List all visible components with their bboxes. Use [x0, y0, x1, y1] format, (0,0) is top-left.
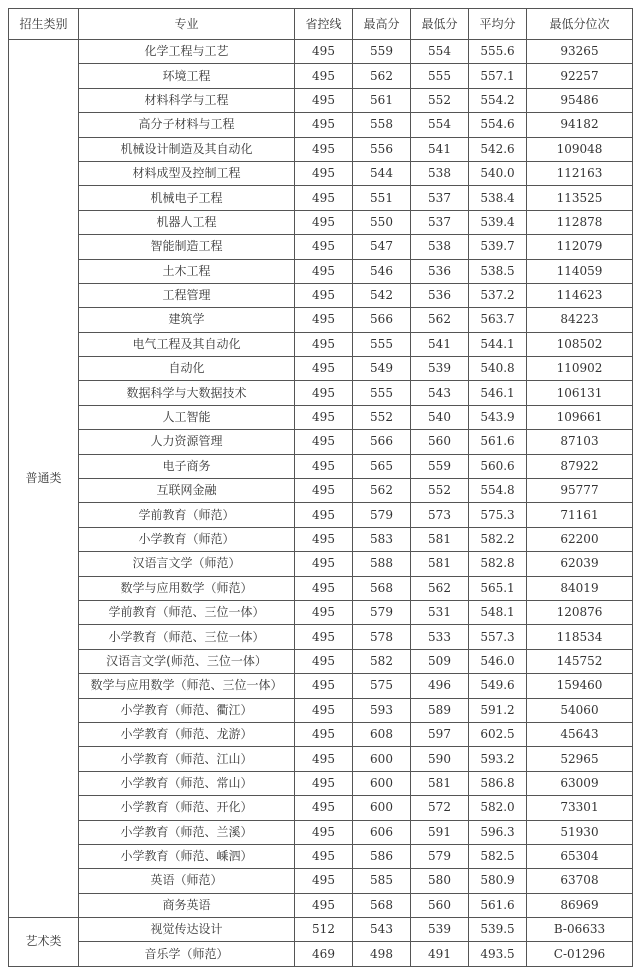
min-score-cell: 579 [411, 844, 469, 868]
table-row [9, 942, 633, 966]
min-rank-cell: 95486 [527, 88, 633, 112]
table-row [9, 137, 633, 161]
major-cell: 化学工程与工艺 [79, 40, 295, 64]
min-rank-cell: 87103 [527, 430, 633, 454]
max-score-cell: 566 [353, 430, 411, 454]
table-row [9, 649, 633, 673]
avg-score-cell: 542.6 [469, 137, 527, 161]
avg-score-cell: 540.8 [469, 357, 527, 381]
avg-score-cell: 539.4 [469, 210, 527, 234]
avg-score-cell: 580.9 [469, 869, 527, 893]
max-score-cell: 586 [353, 844, 411, 868]
header-min-score: 最低分 [411, 9, 469, 40]
avg-score-cell: 557.3 [469, 625, 527, 649]
provincial-line-cell: 495 [295, 869, 353, 893]
min-rank-cell: 108502 [527, 332, 633, 356]
avg-score-cell: 582.8 [469, 552, 527, 576]
provincial-line-cell: 495 [295, 454, 353, 478]
provincial-line-cell: 495 [295, 332, 353, 356]
avg-score-cell: 593.2 [469, 747, 527, 771]
avg-score-cell: 565.1 [469, 576, 527, 600]
table-row [9, 625, 633, 649]
min-rank-cell: 118534 [527, 625, 633, 649]
avg-score-cell: 561.6 [469, 430, 527, 454]
min-rank-cell: 120876 [527, 600, 633, 624]
major-cell: 环境工程 [79, 64, 295, 88]
table-row [9, 747, 633, 771]
min-rank-cell: 109661 [527, 405, 633, 429]
max-score-cell: 550 [353, 210, 411, 234]
min-score-cell: 541 [411, 332, 469, 356]
avg-score-cell: 557.1 [469, 64, 527, 88]
avg-score-cell: 546.0 [469, 649, 527, 673]
max-score-cell: 585 [353, 869, 411, 893]
max-score-cell: 568 [353, 893, 411, 917]
provincial-line-cell: 495 [295, 430, 353, 454]
major-cell: 商务英语 [79, 893, 295, 917]
category-cell: 艺术类 [9, 918, 79, 967]
min-rank-cell: C-01296 [527, 942, 633, 966]
max-score-cell: 546 [353, 259, 411, 283]
min-rank-cell: 51930 [527, 820, 633, 844]
max-score-cell: 566 [353, 308, 411, 332]
avg-score-cell: 539.7 [469, 235, 527, 259]
avg-score-cell: 602.5 [469, 722, 527, 746]
avg-score-cell: 538.4 [469, 186, 527, 210]
avg-score-cell: 582.2 [469, 527, 527, 551]
major-cell: 学前教育（师范） [79, 503, 295, 527]
min-score-cell: 581 [411, 527, 469, 551]
provincial-line-cell: 495 [295, 161, 353, 185]
table-row [9, 40, 633, 64]
provincial-line-cell: 512 [295, 918, 353, 942]
table-body [9, 40, 633, 967]
major-cell: 材料科学与工程 [79, 88, 295, 112]
max-score-cell: 542 [353, 283, 411, 307]
max-score-cell: 600 [353, 771, 411, 795]
header-row [9, 9, 633, 40]
provincial-line-cell: 495 [295, 820, 353, 844]
provincial-line-cell: 495 [295, 771, 353, 795]
major-cell: 工程管理 [79, 283, 295, 307]
provincial-line-cell: 495 [295, 235, 353, 259]
max-score-cell: 561 [353, 88, 411, 112]
min-rank-cell: 95777 [527, 479, 633, 503]
min-rank-cell: 145752 [527, 649, 633, 673]
provincial-line-cell: 495 [295, 357, 353, 381]
min-rank-cell: 113525 [527, 186, 633, 210]
max-score-cell: 600 [353, 796, 411, 820]
max-score-cell: 565 [353, 454, 411, 478]
max-score-cell: 568 [353, 576, 411, 600]
header-major: 专业 [79, 9, 295, 40]
min-rank-cell: 109048 [527, 137, 633, 161]
min-rank-cell: 62200 [527, 527, 633, 551]
max-score-cell: 600 [353, 747, 411, 771]
major-cell: 小学教育（师范、衢江） [79, 698, 295, 722]
min-rank-cell: 94182 [527, 113, 633, 137]
min-rank-cell: 112878 [527, 210, 633, 234]
max-score-cell: 544 [353, 161, 411, 185]
provincial-line-cell: 495 [295, 576, 353, 600]
provincial-line-cell: 495 [295, 113, 353, 137]
major-cell: 机械电子工程 [79, 186, 295, 210]
provincial-line-cell: 495 [295, 259, 353, 283]
table-row [9, 332, 633, 356]
major-cell: 学前教育（师范、三位一体） [79, 600, 295, 624]
major-cell: 小学教育（师范、嵊泗） [79, 844, 295, 868]
min-score-cell: 580 [411, 869, 469, 893]
avg-score-cell: 555.6 [469, 40, 527, 64]
avg-score-cell: 549.6 [469, 674, 527, 698]
major-cell: 小学教育（师范、开化） [79, 796, 295, 820]
major-cell: 机械设计制造及其自动化 [79, 137, 295, 161]
max-score-cell: 593 [353, 698, 411, 722]
table-row [9, 235, 633, 259]
provincial-line-cell: 495 [295, 600, 353, 624]
min-rank-cell: 65304 [527, 844, 633, 868]
min-rank-cell: 52965 [527, 747, 633, 771]
table-row [9, 722, 633, 746]
min-score-cell: 541 [411, 137, 469, 161]
max-score-cell: 555 [353, 332, 411, 356]
min-rank-cell: 112079 [527, 235, 633, 259]
avg-score-cell: 582.0 [469, 796, 527, 820]
table-row [9, 186, 633, 210]
major-cell: 音乐学（师范） [79, 942, 295, 966]
min-score-cell: 540 [411, 405, 469, 429]
min-rank-cell: 63708 [527, 869, 633, 893]
min-score-cell: 560 [411, 430, 469, 454]
min-score-cell: 560 [411, 893, 469, 917]
avg-score-cell: 543.9 [469, 405, 527, 429]
min-rank-cell: 45643 [527, 722, 633, 746]
avg-score-cell: 575.3 [469, 503, 527, 527]
table-row [9, 381, 633, 405]
min-score-cell: 491 [411, 942, 469, 966]
major-cell: 智能制造工程 [79, 235, 295, 259]
avg-score-cell: 561.6 [469, 893, 527, 917]
avg-score-cell: 537.2 [469, 283, 527, 307]
major-cell: 数学与应用数学（师范） [79, 576, 295, 600]
max-score-cell: 588 [353, 552, 411, 576]
min-score-cell: 539 [411, 357, 469, 381]
major-cell: 土木工程 [79, 259, 295, 283]
max-score-cell: 562 [353, 479, 411, 503]
min-score-cell: 554 [411, 40, 469, 64]
table-row [9, 918, 633, 942]
min-score-cell: 552 [411, 479, 469, 503]
min-score-cell: 538 [411, 235, 469, 259]
max-score-cell: 547 [353, 235, 411, 259]
max-score-cell: 608 [353, 722, 411, 746]
max-score-cell: 606 [353, 820, 411, 844]
major-cell: 汉语言文学(师范、三位一体） [79, 649, 295, 673]
table-row [9, 503, 633, 527]
min-score-cell: 533 [411, 625, 469, 649]
min-score-cell: 589 [411, 698, 469, 722]
avg-score-cell: 586.8 [469, 771, 527, 795]
provincial-line-cell: 495 [295, 210, 353, 234]
avg-score-cell: 493.5 [469, 942, 527, 966]
major-cell: 人工智能 [79, 405, 295, 429]
provincial-line-cell: 495 [295, 88, 353, 112]
major-cell: 电气工程及其自动化 [79, 332, 295, 356]
avg-score-cell: 582.5 [469, 844, 527, 868]
max-score-cell: 559 [353, 40, 411, 64]
major-cell: 数学与应用数学（师范、三位一体） [79, 674, 295, 698]
avg-score-cell: 554.2 [469, 88, 527, 112]
provincial-line-cell: 495 [295, 308, 353, 332]
table-row [9, 454, 633, 478]
min-score-cell: 591 [411, 820, 469, 844]
max-score-cell: 558 [353, 113, 411, 137]
max-score-cell: 498 [353, 942, 411, 966]
provincial-line-cell: 495 [295, 674, 353, 698]
min-score-cell: 536 [411, 259, 469, 283]
min-rank-cell: 86969 [527, 893, 633, 917]
provincial-line-cell: 495 [295, 283, 353, 307]
min-score-cell: 562 [411, 308, 469, 332]
max-score-cell: 575 [353, 674, 411, 698]
min-score-cell: 509 [411, 649, 469, 673]
table-row [9, 796, 633, 820]
provincial-line-cell: 495 [295, 698, 353, 722]
min-rank-cell: 71161 [527, 503, 633, 527]
min-rank-cell: 93265 [527, 40, 633, 64]
major-cell: 数据科学与大数据技术 [79, 381, 295, 405]
provincial-line-cell: 495 [295, 796, 353, 820]
table-row [9, 674, 633, 698]
major-cell: 汉语言文学（师范） [79, 552, 295, 576]
provincial-line-cell: 495 [295, 552, 353, 576]
provincial-line-cell: 495 [295, 137, 353, 161]
avg-score-cell: 560.6 [469, 454, 527, 478]
provincial-line-cell: 495 [295, 625, 353, 649]
table-row [9, 88, 633, 112]
table-row [9, 552, 633, 576]
table-row [9, 161, 633, 185]
major-cell: 小学教育（师范、江山） [79, 747, 295, 771]
avg-score-cell: 596.3 [469, 820, 527, 844]
min-rank-cell: 73301 [527, 796, 633, 820]
provincial-line-cell: 495 [295, 722, 353, 746]
min-score-cell: 543 [411, 381, 469, 405]
min-rank-cell: 84019 [527, 576, 633, 600]
table-row [9, 771, 633, 795]
max-score-cell: 579 [353, 600, 411, 624]
table-row [9, 210, 633, 234]
major-cell: 自动化 [79, 357, 295, 381]
min-rank-cell: 106131 [527, 381, 633, 405]
min-score-cell: 554 [411, 113, 469, 137]
provincial-line-cell: 495 [295, 649, 353, 673]
avg-score-cell: 539.5 [469, 918, 527, 942]
min-rank-cell: B-06633 [527, 918, 633, 942]
table-row [9, 576, 633, 600]
provincial-line-cell: 495 [295, 503, 353, 527]
avg-score-cell: 546.1 [469, 381, 527, 405]
category-cell: 普通类 [9, 40, 79, 918]
min-score-cell: 581 [411, 552, 469, 576]
provincial-line-cell: 495 [295, 527, 353, 551]
avg-score-cell: 554.8 [469, 479, 527, 503]
table-row [9, 283, 633, 307]
min-score-cell: 581 [411, 771, 469, 795]
max-score-cell: 555 [353, 381, 411, 405]
table-row [9, 844, 633, 868]
min-rank-cell: 63009 [527, 771, 633, 795]
major-cell: 电子商务 [79, 454, 295, 478]
max-score-cell: 556 [353, 137, 411, 161]
min-score-cell: 559 [411, 454, 469, 478]
table-row [9, 357, 633, 381]
header-provincial-line: 省控线 [295, 9, 353, 40]
provincial-line-cell: 495 [295, 479, 353, 503]
major-cell: 互联网金融 [79, 479, 295, 503]
avg-score-cell: 591.2 [469, 698, 527, 722]
min-rank-cell: 112163 [527, 161, 633, 185]
avg-score-cell: 554.6 [469, 113, 527, 137]
major-cell: 小学教育（师范、三位一体） [79, 625, 295, 649]
min-rank-cell: 84223 [527, 308, 633, 332]
major-cell: 建筑学 [79, 308, 295, 332]
major-cell: 小学教育（师范、常山） [79, 771, 295, 795]
min-score-cell: 597 [411, 722, 469, 746]
header-max-score: 最高分 [353, 9, 411, 40]
min-rank-cell: 110902 [527, 357, 633, 381]
table-row [9, 527, 633, 551]
max-score-cell: 583 [353, 527, 411, 551]
provincial-line-cell: 495 [295, 747, 353, 771]
min-score-cell: 562 [411, 576, 469, 600]
provincial-line-cell: 495 [295, 186, 353, 210]
major-cell: 高分子材料与工程 [79, 113, 295, 137]
max-score-cell: 552 [353, 405, 411, 429]
table-row [9, 64, 633, 88]
provincial-line-cell: 495 [295, 381, 353, 405]
major-cell: 材料成型及控制工程 [79, 161, 295, 185]
table-row [9, 113, 633, 137]
avg-score-cell: 538.5 [469, 259, 527, 283]
avg-score-cell: 540.0 [469, 161, 527, 185]
provincial-line-cell: 495 [295, 893, 353, 917]
min-score-cell: 555 [411, 64, 469, 88]
min-score-cell: 537 [411, 186, 469, 210]
min-rank-cell: 114059 [527, 259, 633, 283]
header-min-rank: 最低分位次 [527, 9, 633, 40]
min-score-cell: 536 [411, 283, 469, 307]
min-score-cell: 590 [411, 747, 469, 771]
major-cell: 小学教育（师范、龙游） [79, 722, 295, 746]
max-score-cell: 578 [353, 625, 411, 649]
min-score-cell: 537 [411, 210, 469, 234]
table-row [9, 259, 633, 283]
admission-scores-table [8, 8, 633, 967]
table-row [9, 430, 633, 454]
provincial-line-cell: 495 [295, 40, 353, 64]
max-score-cell: 543 [353, 918, 411, 942]
min-score-cell: 539 [411, 918, 469, 942]
avg-score-cell: 544.1 [469, 332, 527, 356]
provincial-line-cell: 495 [295, 405, 353, 429]
header-avg-score: 平均分 [469, 9, 527, 40]
major-cell: 英语（师范） [79, 869, 295, 893]
table-row [9, 698, 633, 722]
header-category: 招生类别 [9, 9, 79, 40]
min-score-cell: 572 [411, 796, 469, 820]
provincial-line-cell: 495 [295, 64, 353, 88]
provincial-line-cell: 495 [295, 844, 353, 868]
table-row [9, 820, 633, 844]
avg-score-cell: 548.1 [469, 600, 527, 624]
table-row [9, 405, 633, 429]
table-row [9, 893, 633, 917]
min-rank-cell: 54060 [527, 698, 633, 722]
table-row [9, 479, 633, 503]
max-score-cell: 579 [353, 503, 411, 527]
min-score-cell: 538 [411, 161, 469, 185]
min-rank-cell: 114623 [527, 283, 633, 307]
min-score-cell: 496 [411, 674, 469, 698]
min-score-cell: 552 [411, 88, 469, 112]
table-row [9, 308, 633, 332]
min-score-cell: 573 [411, 503, 469, 527]
min-score-cell: 531 [411, 600, 469, 624]
provincial-line-cell: 469 [295, 942, 353, 966]
min-rank-cell: 87922 [527, 454, 633, 478]
major-cell: 人力资源管理 [79, 430, 295, 454]
min-rank-cell: 92257 [527, 64, 633, 88]
max-score-cell: 562 [353, 64, 411, 88]
major-cell: 视觉传达设计 [79, 918, 295, 942]
major-cell: 机器人工程 [79, 210, 295, 234]
max-score-cell: 582 [353, 649, 411, 673]
min-rank-cell: 62039 [527, 552, 633, 576]
min-rank-cell: 159460 [527, 674, 633, 698]
max-score-cell: 551 [353, 186, 411, 210]
table-row [9, 869, 633, 893]
table-row [9, 600, 633, 624]
major-cell: 小学教育（师范） [79, 527, 295, 551]
max-score-cell: 549 [353, 357, 411, 381]
avg-score-cell: 563.7 [469, 308, 527, 332]
major-cell: 小学教育（师范、兰溪） [79, 820, 295, 844]
